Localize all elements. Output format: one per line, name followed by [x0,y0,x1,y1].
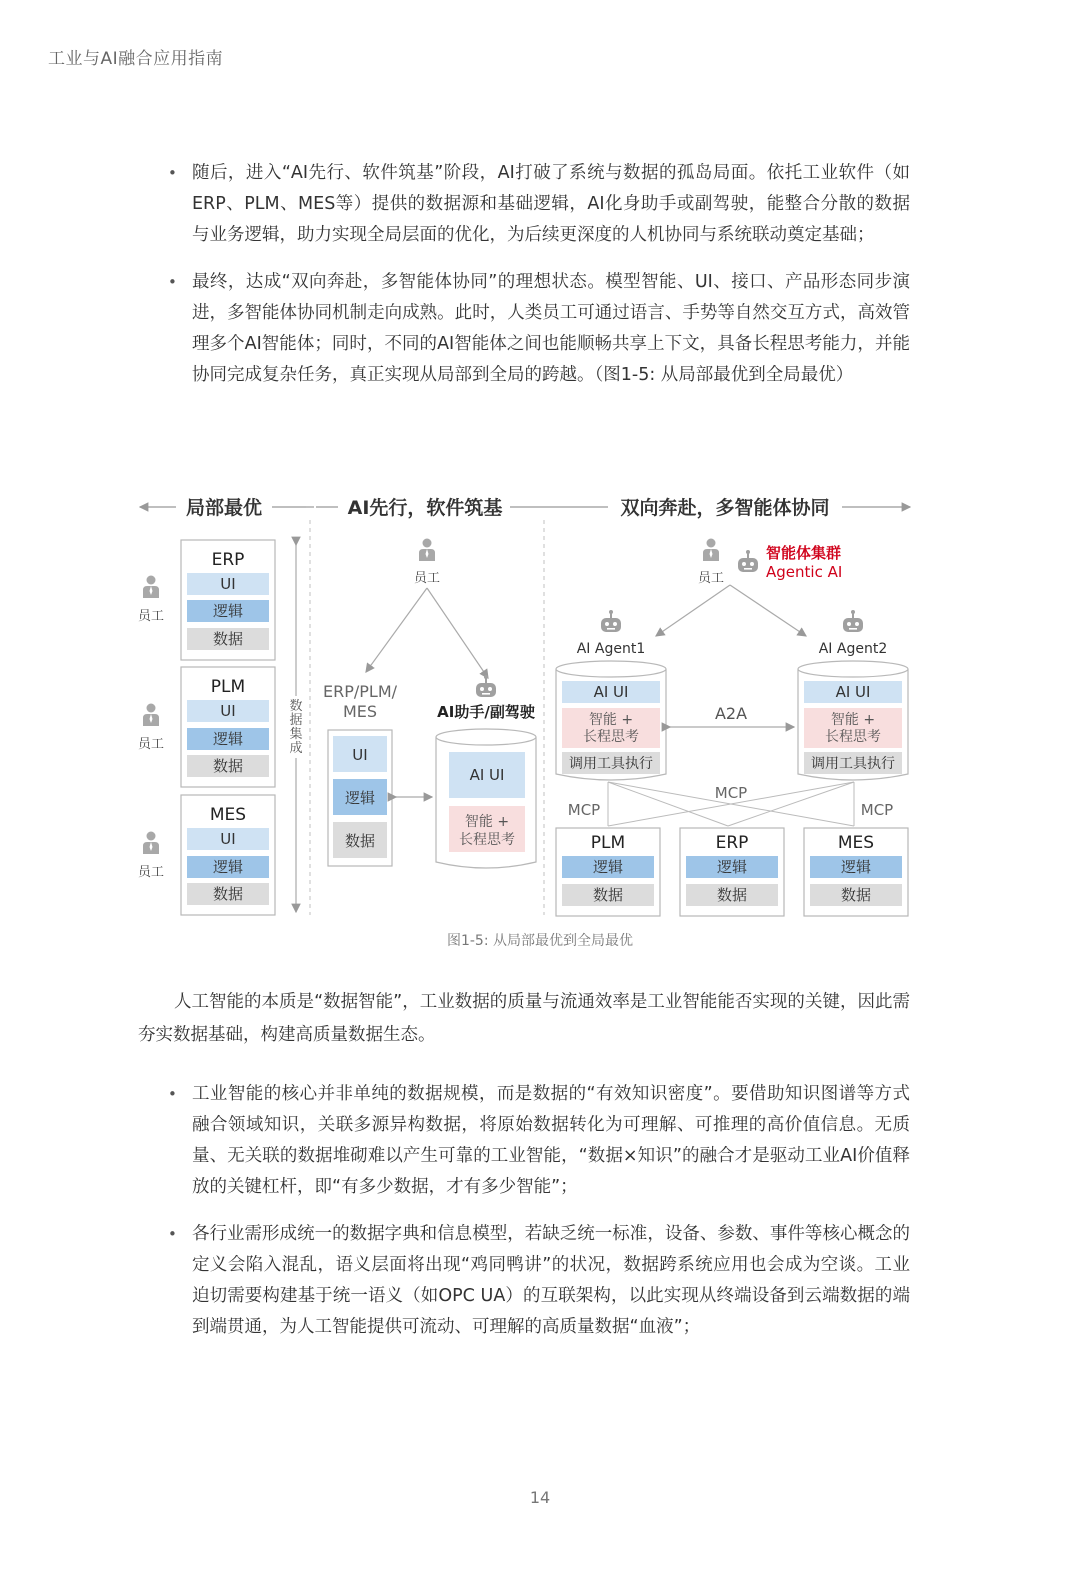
a2a-label: A2A [714,704,748,723]
employee-icon [419,539,435,562]
stage1-erp-stack [181,540,275,660]
svg-text:PLM: PLM [590,833,626,853]
svg-text:逻辑: 逻辑 [716,858,748,876]
system-name: MES [209,805,247,825]
mcp-label-right: MCP [860,801,894,819]
list-item [168,1079,910,1203]
svg-text:调用工具执行: 调用工具执行 [569,756,653,772]
list-item [168,1219,910,1343]
agent2-label: AI Agent2 [818,641,888,657]
svg-text:UI: UI [352,746,368,764]
agent-cluster-subtitle: Agentic AI [766,563,843,581]
system-name: ERP [211,550,245,570]
bullet-text: 最终，达成“双向奔赴，多智能体协同”的理想状态。模型智能、UI、接口、产品形态同步演进，多智能体协同机制走向成熟。此时，人类员工可通过语言、手势等自然交互方式，高效管理多个AI智能体；同时，不同的AI智能体之间也能顺畅共享上下文，具备长程思考能力，并能协同完成复杂任务，真正实现从局部到全局的跨越。（图1-5: 从局部最优到全局最优） [192,272,910,385]
ui-layer: UI [220,575,236,593]
link-arrow [427,588,488,678]
data-integration-label [287,696,305,758]
data-layer: 数据 [212,885,244,903]
link-arrow [656,585,730,636]
svg-text:长程思考: 长程思考 [825,729,881,745]
employee-label: 员工 [137,609,165,624]
stage2-software-stack [328,730,392,866]
system-name: PLM [210,677,246,697]
employee-icon [703,539,719,562]
agent-cluster-robot-icon [738,550,758,572]
ui-layer: UI [220,830,236,848]
ui-layer: UI [220,702,236,720]
stage1-mes-stack [181,795,275,915]
svg-text:数据: 数据 [840,886,872,904]
stage3-mes-box [804,828,908,916]
ai-assistant-cylinder [436,729,536,868]
bullet-text: 各行业需形成统一的数据字典和信息模型，若缺乏统一标准，设备、参数、事件等核心概念的定义会陷入混乱，语义层面将出现“鸡同鸭讲”的状况，数据跨系统应用也会成为空谈。工业迫切需要构建基于统一语义（如OPC UA）的互联架构，以此实现从终端设备到云端数据的端到端贯通，为人工智能提供可流动、可理解的高质量数据“血液”； [192,1224,910,1337]
data-layer: 数据 [212,757,244,775]
svg-text:据: 据 [289,713,303,728]
robot-icon [476,675,496,697]
agent1-label: AI Agent1 [576,641,646,657]
svg-text:AI UI: AI UI [469,766,505,784]
stage3-plm-box [556,828,660,916]
employee-label: 员工 [137,737,165,752]
logic-layer: 逻辑 [212,730,244,748]
svg-text:智能 +: 智能 + [588,712,634,728]
body-paragraph: 人工智能的本质是“数据智能”，工业数据的质量与流通效率是工业智能能否实现的关键，因此需夯实数据基础，构建高质量数据生态。 [138,992,910,1045]
employee-label: 员工 [413,571,441,586]
link-arrow [366,588,427,672]
stage3-title: 双向奔赴，多智能体协同 [620,497,830,519]
bullet-text: 工业智能的核心并非单纯的数据规模，而是数据的“有效知识密度”。要借助知识图谱等方式融合领域知识，关联多源异构数据，将原始数据转化为可理解、可推理的高价值信息。无质量、无关联的数据堆砌难以产生可靠的工业智能，“数据×知识”的融合才是驱动工业AI价值释放的关键杠杆，即“有多少数据，才有多少智能”； [192,1084,910,1197]
bullet-dot-icon: • [168,1225,177,1243]
employee-label: 员工 [697,571,725,586]
ai-assistant-label: AI助手/副驾驶 [437,703,535,721]
link-arrow [730,585,806,636]
svg-text:ERP: ERP [715,833,749,853]
bullet-dot-icon: • [168,164,177,182]
svg-text:数: 数 [289,699,303,714]
agent1-robot-icon [601,610,621,632]
bullet-list-bottom [168,1079,910,1359]
svg-text:成: 成 [289,741,303,756]
agent-cluster-title: 智能体集群 [766,544,842,562]
agent2-cylinder [798,661,908,780]
bullet-text: 随后，进入“AI先行、软件筑基”阶段，AI打破了系统与数据的孤岛局面。依托工业软件（如ERP、PLM、MES等）提供的数据源和基础逻辑，AI化身助手或副驾驶，能整合分散的数据与业务逻辑，助力实现全局层面的优化，为后续更深度的人机协同与系统联动奠定基础； [192,163,910,245]
stage2-title: AI先行，软件筑基 [347,497,503,519]
mcp-label-center: MCP [714,784,748,802]
page-number: 14 [529,1488,551,1507]
stage1-employees [138,576,164,881]
svg-text:调用工具执行: 调用工具执行 [811,756,895,772]
bullet-dot-icon: • [168,273,177,291]
data-layer: 数据 [212,630,244,648]
page-header: 工业与AI融合应用指南 [48,49,224,69]
svg-text:AI UI: AI UI [593,683,629,701]
stage1-title: 局部最优 [185,497,263,519]
svg-text:逻辑: 逻辑 [840,858,872,876]
svg-text:集: 集 [289,727,303,742]
svg-text:逻辑: 逻辑 [592,858,624,876]
agent2-robot-icon [843,610,863,632]
svg-text:数据: 数据 [716,886,748,904]
svg-text:MES: MES [837,833,875,853]
logic-layer: 逻辑 [212,858,244,876]
svg-text:智能 +: 智能 + [830,712,876,728]
bullet-dot-icon: • [168,1085,177,1103]
svg-text:长程思考: 长程思考 [583,729,639,745]
svg-text:逻辑: 逻辑 [344,789,376,807]
svg-text:AI UI: AI UI [835,683,871,701]
erp-plm-mes-label: ERP/PLM/ [322,682,398,701]
stage1-plm-stack [181,667,275,787]
employee-label: 员工 [137,865,165,880]
stage3-erp-box [680,828,784,916]
erp-plm-mes-label-2: MES [342,702,378,721]
svg-text:数据: 数据 [592,886,624,904]
svg-text:长程思考: 长程思考 [459,832,515,848]
svg-text:数据: 数据 [344,832,376,850]
figure-caption: 图1-5: 从局部最优到全局最优 [446,933,634,949]
agent1-cylinder [556,661,666,780]
logic-layer: 逻辑 [212,602,244,620]
svg-text:智能 +: 智能 + [464,814,510,830]
mcp-label-left: MCP [567,801,601,819]
